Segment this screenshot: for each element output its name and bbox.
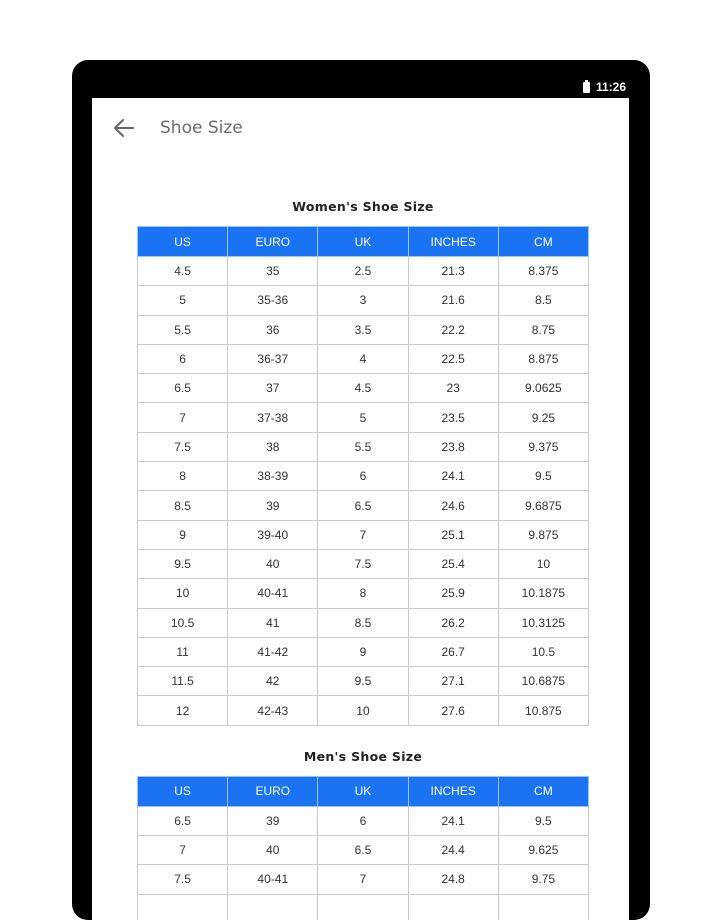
- table-cell: 7: [318, 865, 408, 894]
- table-cell: 9.25: [498, 403, 588, 432]
- col-header-euro: EURO: [228, 776, 318, 806]
- table-cell: 35-36: [228, 286, 318, 315]
- table-cell: [228, 894, 318, 920]
- table-row: [138, 374, 589, 403]
- table-cell: 4.5: [318, 374, 408, 403]
- table-row: [138, 520, 589, 549]
- table-row: [138, 894, 589, 920]
- table-cell: 8: [318, 579, 408, 608]
- table-cell: 25.4: [408, 549, 498, 578]
- table-cell: 24.8: [408, 865, 498, 894]
- col-header-inches: INCHES: [408, 227, 498, 257]
- col-header-us: US: [138, 227, 228, 257]
- table-cell: 8.5: [138, 491, 228, 520]
- table-cell: 40: [228, 549, 318, 578]
- table-cell: 9.5: [498, 806, 588, 835]
- table-cell: 27.1: [408, 667, 498, 696]
- table-cell: 39: [228, 806, 318, 835]
- table-cell: 3: [318, 286, 408, 315]
- table-cell: 7.5: [138, 432, 228, 461]
- table-header-row: [138, 227, 589, 257]
- table-cell: 26.2: [408, 608, 498, 637]
- table-header-row: [138, 776, 589, 806]
- table-cell: 7: [318, 520, 408, 549]
- table-cell: 37: [228, 374, 318, 403]
- table-row: [138, 462, 589, 491]
- table-cell: 27.6: [408, 696, 498, 725]
- table-cell: 24.6: [408, 491, 498, 520]
- table-cell: 26.7: [408, 637, 498, 666]
- table-cell: 4.5: [138, 257, 228, 286]
- col-header-cm: CM: [498, 227, 588, 257]
- page-title: Shoe Size: [160, 118, 243, 138]
- table-cell: 6.5: [138, 374, 228, 403]
- table-cell: 5: [318, 403, 408, 432]
- table-cell: 36: [228, 315, 318, 344]
- table-cell: [318, 894, 408, 920]
- col-header-cm: CM: [498, 776, 588, 806]
- table-cell: [408, 894, 498, 920]
- status-time: 11:26: [595, 80, 626, 94]
- table-cell: 38: [228, 432, 318, 461]
- table-cell: 23.8: [408, 432, 498, 461]
- size-charts: [137, 198, 589, 920]
- table-cell: 10.1875: [498, 579, 588, 608]
- battery-icon: [583, 82, 590, 93]
- table-cell: 8: [138, 462, 228, 491]
- table-cell: 11.5: [138, 667, 228, 696]
- table-row: [138, 608, 589, 637]
- table-cell: [498, 894, 588, 920]
- back-arrow-icon[interactable]: [110, 114, 138, 142]
- table-row: [138, 579, 589, 608]
- table-cell: 10.5: [138, 608, 228, 637]
- table-cell: 6: [318, 806, 408, 835]
- table-cell: 24.1: [408, 462, 498, 491]
- app-screen: [92, 98, 629, 920]
- table-row: [138, 257, 589, 286]
- table-cell: 6.5: [318, 836, 408, 865]
- table-cell: 10.5: [498, 637, 588, 666]
- table-cell: 6.5: [138, 806, 228, 835]
- table-cell: 10: [138, 579, 228, 608]
- table-cell: 24.1: [408, 806, 498, 835]
- table-cell: 9.5: [138, 549, 228, 578]
- table-cell: 7.5: [318, 549, 408, 578]
- table-cell: 12: [138, 696, 228, 725]
- table-cell: 9: [138, 520, 228, 549]
- table-cell: 9.875: [498, 520, 588, 549]
- table-cell: [138, 894, 228, 920]
- col-header-euro: EURO: [228, 227, 318, 257]
- table-cell: 22.2: [408, 315, 498, 344]
- app-bar: [92, 98, 629, 158]
- table-row: [138, 286, 589, 315]
- table-cell: 40: [228, 836, 318, 865]
- col-header-us: US: [138, 776, 228, 806]
- table-cell: 8.5: [498, 286, 588, 315]
- table-cell: 7: [138, 836, 228, 865]
- table-cell: 4: [318, 344, 408, 373]
- table-cell: 10.6875: [498, 667, 588, 696]
- table-cell: 8.875: [498, 344, 588, 373]
- table-cell: 10: [498, 549, 588, 578]
- table-cell: 8.375: [498, 257, 588, 286]
- table-row: [138, 432, 589, 461]
- table-cell: 5.5: [138, 315, 228, 344]
- table-cell: 25.1: [408, 520, 498, 549]
- table-cell: 41-42: [228, 637, 318, 666]
- table-cell: 21.3: [408, 257, 498, 286]
- table-cell: 9.5: [318, 667, 408, 696]
- table-cell: 40-41: [228, 865, 318, 894]
- table-cell: 24.4: [408, 836, 498, 865]
- table-cell: 10.3125: [498, 608, 588, 637]
- table-cell: 22.5: [408, 344, 498, 373]
- table-row: [138, 344, 589, 373]
- table-cell: 9.0625: [498, 374, 588, 403]
- col-header-uk: UK: [318, 227, 408, 257]
- table-cell: 9.6875: [498, 491, 588, 520]
- men-section-title: Men's Shoe Size: [303, 748, 423, 764]
- table-cell: 10: [318, 696, 408, 725]
- table-cell: 7: [138, 403, 228, 432]
- table-cell: 6: [138, 344, 228, 373]
- table-cell: 35: [228, 257, 318, 286]
- women-table-body: [138, 257, 589, 726]
- women-size-table: [137, 226, 589, 726]
- table-cell: 9.75: [498, 865, 588, 894]
- table-row: [138, 836, 589, 865]
- table-cell: 3.5: [318, 315, 408, 344]
- table-cell: 42: [228, 667, 318, 696]
- table-row: [138, 696, 589, 725]
- women-section-title: Women's Shoe Size: [292, 199, 434, 214]
- men-table-body: [138, 806, 589, 920]
- table-row: [138, 865, 589, 894]
- table-cell: 9.625: [498, 836, 588, 865]
- table-cell: 9: [318, 637, 408, 666]
- table-cell: 6: [318, 462, 408, 491]
- table-cell: 7.5: [138, 865, 228, 894]
- table-cell: 25.9: [408, 579, 498, 608]
- table-cell: 36-37: [228, 344, 318, 373]
- table-row: [138, 491, 589, 520]
- table-cell: 6.5: [318, 491, 408, 520]
- table-cell: 41: [228, 608, 318, 637]
- table-row: [138, 315, 589, 344]
- table-row: [138, 667, 589, 696]
- table-cell: 8.75: [498, 315, 588, 344]
- table-cell: 39: [228, 491, 318, 520]
- table-cell: 5.5: [318, 432, 408, 461]
- table-row: [138, 806, 589, 835]
- table-cell: 40-41: [228, 579, 318, 608]
- table-cell: 9.375: [498, 432, 588, 461]
- table-cell: 38-39: [228, 462, 318, 491]
- table-cell: 39-40: [228, 520, 318, 549]
- table-cell: 10.875: [498, 696, 588, 725]
- table-row: [138, 549, 589, 578]
- table-cell: 23: [408, 374, 498, 403]
- status-bar: [72, 60, 650, 98]
- table-cell: 37-38: [228, 403, 318, 432]
- col-header-inches: INCHES: [408, 776, 498, 806]
- table-cell: 8.5: [318, 608, 408, 637]
- table-row: [138, 637, 589, 666]
- table-cell: 21.6: [408, 286, 498, 315]
- table-cell: 11: [138, 637, 228, 666]
- men-size-table: [137, 776, 589, 920]
- table-cell: 42-43: [228, 696, 318, 725]
- col-header-uk: UK: [318, 776, 408, 806]
- table-cell: 23.5: [408, 403, 498, 432]
- table-cell: 5: [138, 286, 228, 315]
- tablet-frame: [72, 60, 650, 920]
- table-row: [138, 403, 589, 432]
- table-cell: 9.5: [498, 462, 588, 491]
- table-cell: 2.5: [318, 257, 408, 286]
